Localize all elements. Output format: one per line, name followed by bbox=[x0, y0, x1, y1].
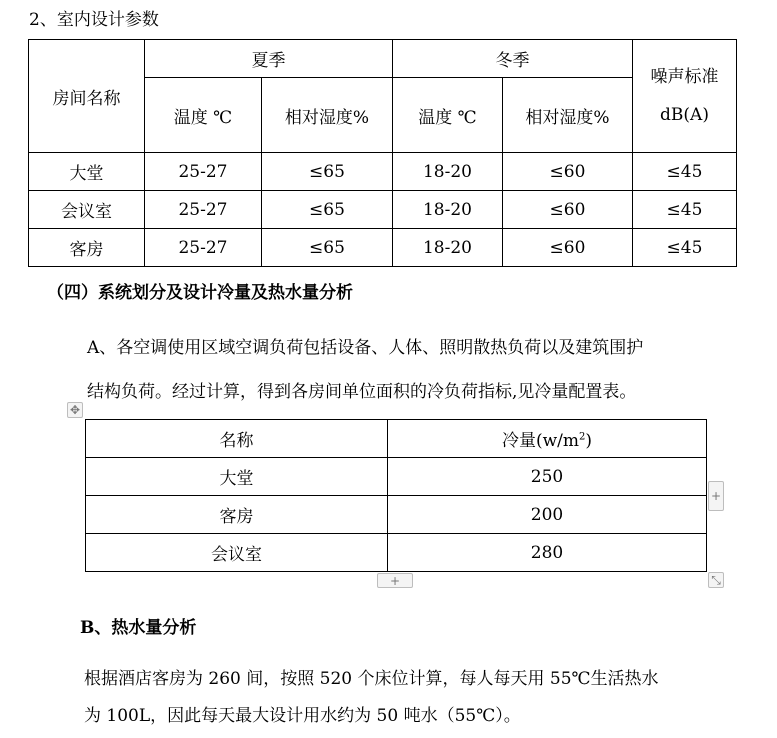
room-cell: 客房 bbox=[29, 229, 145, 267]
cooling-header-superscript: 2 bbox=[579, 431, 586, 443]
cooling-cell: 280 bbox=[388, 534, 707, 572]
table-row bbox=[29, 229, 737, 267]
paragraph-a-line-1: A、各空调使用区域空调负荷包括设备、人体、照明散热负荷以及建筑围护 bbox=[87, 338, 644, 358]
noise-header-line2: dB(A) bbox=[660, 105, 709, 125]
winter-humidity-header: 相对湿度% bbox=[503, 78, 633, 153]
table-move-handle-icon[interactable]: ✥ bbox=[67, 402, 83, 418]
summer-humidity-cell: ≤65 bbox=[262, 229, 393, 267]
cooling-header-text: 冷量(w/m bbox=[501, 431, 579, 451]
table-row bbox=[86, 496, 707, 534]
name-cell: 大堂 bbox=[86, 458, 388, 496]
summer-temp-cell: 25-27 bbox=[145, 153, 262, 191]
noise-cell: ≤45 bbox=[633, 191, 737, 229]
cooling-configuration-table bbox=[85, 419, 707, 572]
winter-temp-cell: 18-20 bbox=[393, 191, 503, 229]
name-cell: 客房 bbox=[86, 496, 388, 534]
summer-temp-cell: 25-27 bbox=[145, 191, 262, 229]
section-b-heading: B、热水量分析 bbox=[80, 618, 197, 638]
table-row bbox=[86, 458, 707, 496]
room-name-header: 房间名称 bbox=[29, 40, 145, 153]
noise-header-line1: 噪声标准 bbox=[650, 67, 719, 87]
paragraph-b-line-2: 为 100L，因此每天最大设计用水约为 50 吨水（55℃）。 bbox=[84, 706, 521, 726]
section-4-heading: （四）系统划分及设计冷量及热水量分析 bbox=[47, 283, 353, 303]
summer-temp-cell: 25-27 bbox=[145, 229, 262, 267]
room-cell: 大堂 bbox=[29, 153, 145, 191]
section-2-heading: 2、室内设计参数 bbox=[29, 10, 159, 30]
paragraph-a-line-2: 结构负荷。经过计算，得到各房间单位面积的冷负荷指标,见冷量配置表。 bbox=[87, 382, 637, 402]
winter-header: 冬季 bbox=[393, 40, 633, 78]
cooling-header-close: ) bbox=[585, 431, 593, 451]
winter-humidity-cell: ≤60 bbox=[503, 229, 633, 267]
paragraph-b-line-1: 根据酒店客房为 260 间，按照 520 个床位计算，每人每天用 55℃生活热水 bbox=[84, 669, 659, 689]
name-cell: 会议室 bbox=[86, 534, 388, 572]
summer-humidity-cell: ≤65 bbox=[262, 153, 393, 191]
indoor-design-parameters-table bbox=[28, 39, 737, 267]
summer-header: 夏季 bbox=[145, 40, 393, 78]
name-header: 名称 bbox=[86, 420, 388, 458]
winter-temp-header: 温度 ℃ bbox=[393, 78, 503, 153]
table-row bbox=[29, 153, 737, 191]
table-resize-handle-icon[interactable]: ⤡ bbox=[708, 572, 724, 588]
winter-temp-cell: 18-20 bbox=[393, 229, 503, 267]
cooling-header bbox=[388, 420, 707, 458]
summer-humidity-cell: ≤65 bbox=[262, 191, 393, 229]
noise-cell: ≤45 bbox=[633, 229, 737, 267]
winter-humidity-cell: ≤60 bbox=[503, 191, 633, 229]
winter-humidity-cell: ≤60 bbox=[503, 153, 633, 191]
room-cell: 会议室 bbox=[29, 191, 145, 229]
noise-cell: ≤45 bbox=[633, 153, 737, 191]
add-column-button-icon[interactable]: + bbox=[708, 481, 724, 511]
winter-temp-cell: 18-20 bbox=[393, 153, 503, 191]
noise-standard-header bbox=[633, 40, 737, 153]
table-row bbox=[86, 534, 707, 572]
add-row-button-icon[interactable]: + bbox=[377, 573, 413, 588]
summer-humidity-header: 相对湿度% bbox=[262, 78, 393, 153]
table-row bbox=[29, 191, 737, 229]
cooling-cell: 250 bbox=[388, 458, 707, 496]
cooling-cell: 200 bbox=[388, 496, 707, 534]
summer-temp-header: 温度 ℃ bbox=[145, 78, 262, 153]
